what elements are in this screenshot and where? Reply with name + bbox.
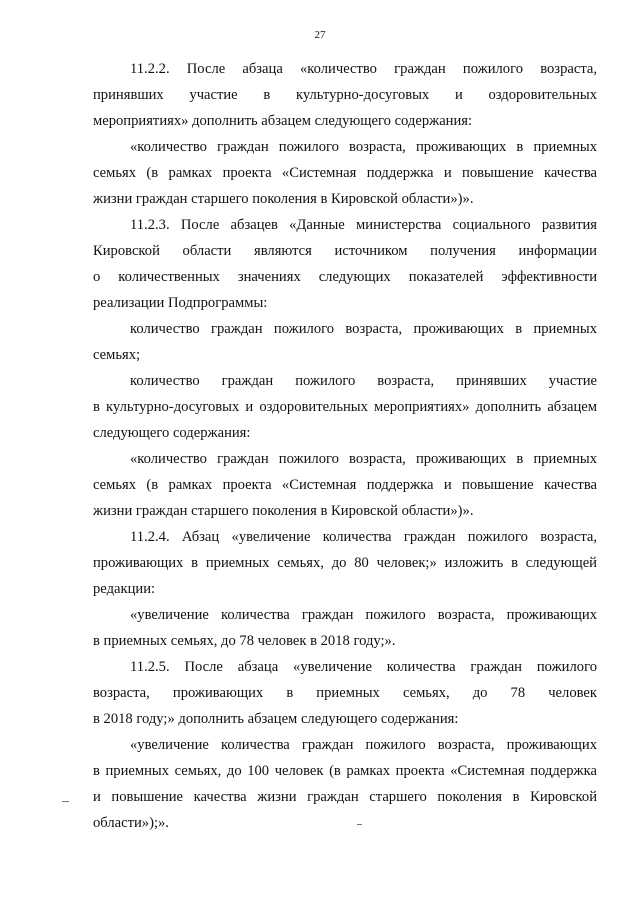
text-line: о количественных значениях следующих показателей эффективности <box>93 269 597 285</box>
text-line: семьях (в рамках проекта «Системная поддержка и повышение качества <box>93 165 597 181</box>
text-line: жизни граждан старшего поколения в Кировской области»)». <box>93 503 474 519</box>
text-line: в приемных семьях, до 100 человек (в рамках проекта «Системная поддержка <box>93 763 597 779</box>
text-line: количество граждан пожилого возраста, проживающих в приемных <box>130 321 597 337</box>
text-line: «увеличение количества граждан пожилого возраста, проживающих <box>130 737 597 753</box>
text-line: мероприятиях» дополнить абзацем следующего содержания: <box>93 113 473 129</box>
text-line: 11.2.3. После абзацев «Данные министерства социального развития <box>130 217 597 233</box>
text-line: 11.2.4. Абзац «увеличение количества граждан пожилого возраста, <box>130 529 597 545</box>
text-line: возраста, проживающих в приемных семьях, до 78 человек <box>93 685 597 701</box>
scan-mark <box>62 801 69 802</box>
text-line: количество граждан пожилого возраста, принявших участие <box>130 373 597 389</box>
text-line: семьях (в рамках проекта «Системная поддержка и повышение качества <box>93 477 597 493</box>
text-line: 11.2.2. После абзаца «количество граждан пожилого возраста, <box>130 61 597 77</box>
text-line: «количество граждан пожилого возраста, проживающих в приемных <box>130 139 597 155</box>
text-line: жизни граждан старшего поколения в Кировской области»)». <box>93 191 474 207</box>
text-line: Кировской области являются источником получения информации <box>93 243 597 259</box>
text-line: семьях; <box>93 347 141 363</box>
text-line: редакции: <box>93 581 156 597</box>
text-line: «увеличение количества граждан пожилого возраста, проживающих <box>130 607 597 623</box>
text-line: и повышение качества жизни граждан старшего поколения в Кировской <box>93 789 597 805</box>
text-line: проживающих в приемных семьях, до 80 человек;» изложить в следующей <box>93 555 597 571</box>
page-number: 27 <box>314 29 326 41</box>
text-line: в 2018 году;» дополнить абзацем следующего содержания: <box>93 711 459 727</box>
text-line: принявших участие в культурно-досуговых и оздоровительных <box>93 87 597 103</box>
text-line: области»);». <box>93 815 169 831</box>
text-line: следующего содержания: <box>93 425 251 441</box>
text-line: «количество граждан пожилого возраста, проживающих в приемных <box>130 451 597 467</box>
scan-mark <box>357 824 362 825</box>
text-line: 11.2.5. После абзаца «увеличение количества граждан пожилого <box>130 659 597 675</box>
text-line: в культурно-досуговых и оздоровительных мероприятиях» дополнить абзацем <box>93 399 597 415</box>
text-line: в приемных семьях, до 78 человек в 2018 году;». <box>93 633 396 649</box>
text-line: реализации Подпрограммы: <box>93 295 268 311</box>
